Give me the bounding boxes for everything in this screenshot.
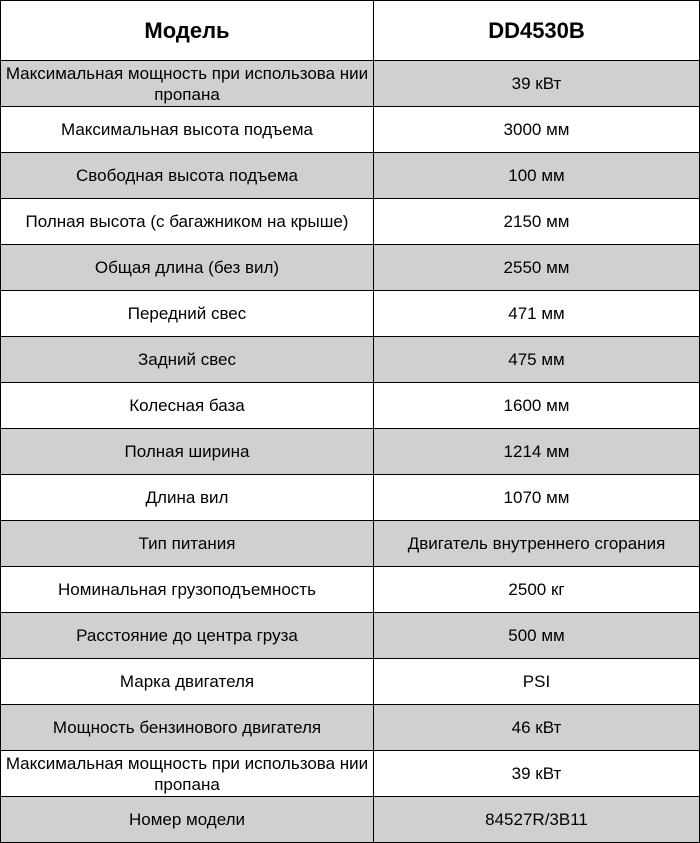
- value-cell: 1070 мм: [374, 475, 700, 521]
- table-row: [1, 245, 700, 291]
- value-cell: 1214 мм: [374, 429, 700, 475]
- param-cell: Номинальная грузоподъемность: [1, 567, 374, 613]
- param-cell: Общая длина (без вил): [1, 245, 374, 291]
- value-cell: 2550 мм: [374, 245, 700, 291]
- param-cell: Полная высота (с багажником на крыше): [1, 199, 374, 245]
- value-cell: 100 мм: [374, 153, 700, 199]
- table-row: [1, 153, 700, 199]
- table-row: [1, 291, 700, 337]
- value-cell: PSI: [374, 659, 700, 705]
- header-model-label: Модель: [1, 1, 374, 61]
- param-cell: Колесная база: [1, 383, 374, 429]
- value-cell: 500 мм: [374, 613, 700, 659]
- table-row: [1, 613, 700, 659]
- param-cell: Максимальная мощность при использова нии пропана: [1, 61, 374, 107]
- param-cell: Номер модели: [1, 797, 374, 843]
- param-cell: Мощность бензинового двигателя: [1, 705, 374, 751]
- value-cell: Двигатель внутреннего сгорания: [374, 521, 700, 567]
- param-cell: Расстояние до центра груза: [1, 613, 374, 659]
- param-cell: Полная ширина: [1, 429, 374, 475]
- value-cell: 475 мм: [374, 337, 700, 383]
- table-row: [1, 383, 700, 429]
- value-cell: 471 мм: [374, 291, 700, 337]
- table-row: [1, 705, 700, 751]
- param-cell: Задний свес: [1, 337, 374, 383]
- value-cell: 1600 мм: [374, 383, 700, 429]
- param-cell: Длина вил: [1, 475, 374, 521]
- table-row: [1, 429, 700, 475]
- table-row: [1, 61, 700, 107]
- table-row: [1, 751, 700, 797]
- value-cell: 39 кВт: [374, 61, 700, 107]
- param-cell: Максимальная мощность при использова нии пропана: [1, 751, 374, 797]
- param-cell: Максимальная высота подъема: [1, 107, 374, 153]
- param-cell: Передний свес: [1, 291, 374, 337]
- value-cell: 84527R/3B11: [374, 797, 700, 843]
- table-row: [1, 797, 700, 843]
- table-row: [1, 107, 700, 153]
- value-cell: 2150 мм: [374, 199, 700, 245]
- table-row: [1, 521, 700, 567]
- table-row: [1, 475, 700, 521]
- value-cell: 46 кВт: [374, 705, 700, 751]
- table-row: [1, 659, 700, 705]
- value-cell: 2500 кг: [374, 567, 700, 613]
- param-cell: Марка двигателя: [1, 659, 374, 705]
- param-cell: Тип питания: [1, 521, 374, 567]
- table-header-row: [1, 1, 700, 61]
- header-model-value: DD4530B: [374, 1, 700, 61]
- value-cell: 3000 мм: [374, 107, 700, 153]
- table-row: [1, 567, 700, 613]
- table-row: [1, 199, 700, 245]
- value-cell: 39 кВт: [374, 751, 700, 797]
- param-cell: Свободная высота подъема: [1, 153, 374, 199]
- table-row: [1, 337, 700, 383]
